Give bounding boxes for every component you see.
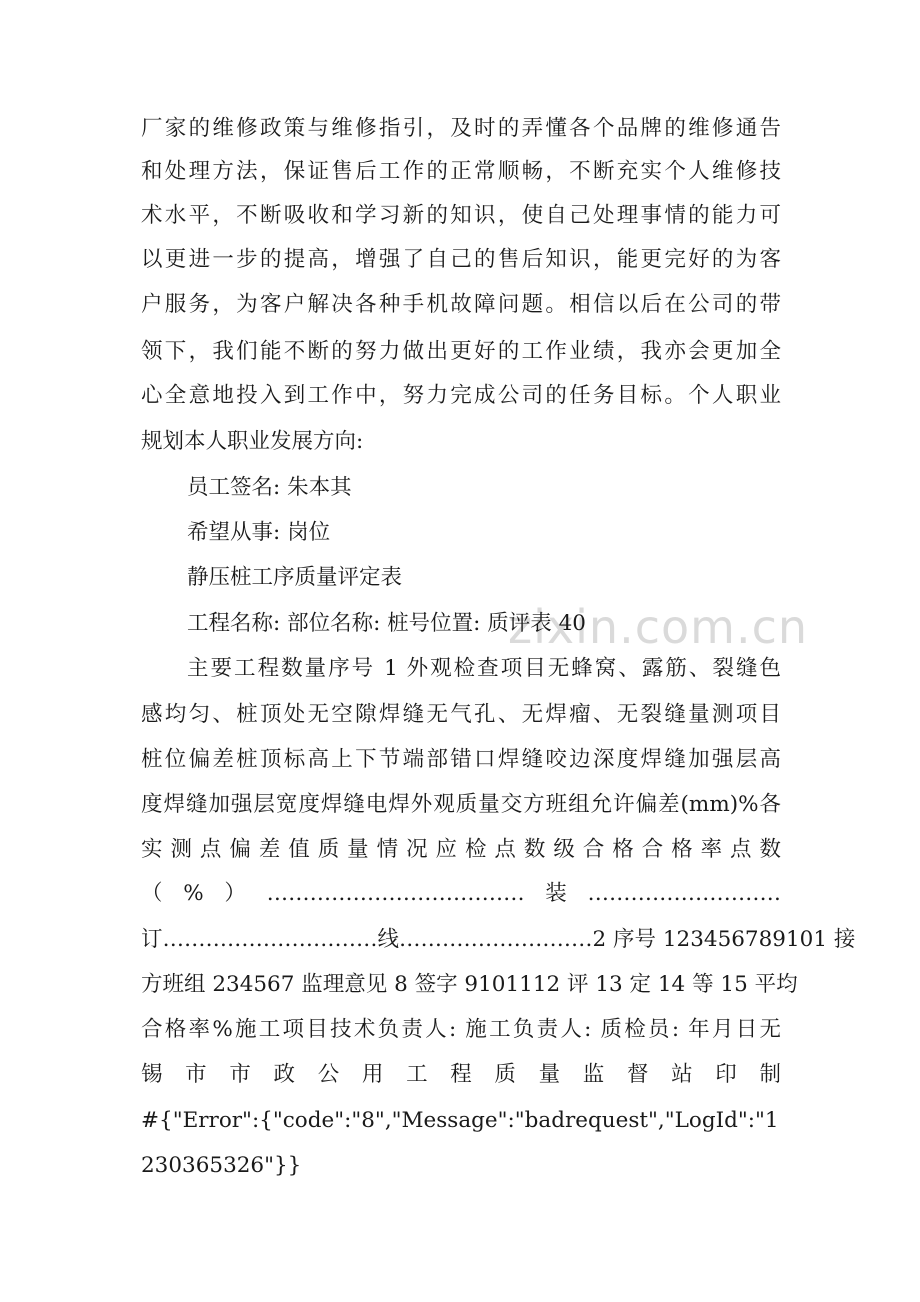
text-line: 方班组 234567 监理意见 8 签字 9101112 评 13 定 14 等 15 平均 [141,972,798,997]
text-line: 术水平，不断吸收和学习新的知识，使自己处理事情的能力可 [141,203,781,228]
text-line: 领下，我们能不断的努力做出更好的工作业绩，我亦会更加全 [141,339,781,364]
text-line: 订…………………………线………………………2 序号 123456789101 接 [141,927,856,952]
desired-position: 希望从事: 岗位 [187,520,331,545]
error-text-line: #{"Error":{"code":"8","Message":"badrequest","LogId":"1 [141,1108,779,1133]
text-line: 心全意地投入到工作中，努力完成公司的任务目标。个人职业 [141,383,781,408]
text-line: 桩位偏差桩顶标高上下节端部错口焊缝咬边深度焊缝加强层高 [141,747,781,772]
text-line: （%）………………………………装……………………… [141,881,781,906]
employee-signature: 员工签名: 朱本其 [187,475,352,500]
watermark: zixin.com.cn [508,600,809,654]
text-line: 规划本人职业发展方向: [141,429,364,454]
text-line: 户服务，为客户解决各种手机故障问题。相信以后在公司的带 [141,292,781,317]
text-line: 度焊缝加强层宽度焊缝电焊外观质量交方班组允许偏差(mm)%各 [141,792,781,817]
project-info: 工程名称: 部位名称: 桩号位置: 质评表 40 [187,611,586,636]
error-text-line: 230365326"}} [141,1153,302,1178]
text-line: 以更进一步的提高，增强了自己的售后知识，能更完好的为客 [141,247,781,272]
text-line: 合格率%施工项目技术负责人: 施工负责人: 质检员: 年月日无 [141,1017,781,1042]
text-line: 锡市市政公用工程质量监督站印制 [141,1062,781,1087]
text-line: 感均匀、桩顶处无空隙焊缝无气孔、无焊瘤、无裂缝量测项目 [141,702,781,727]
text-line: 和处理方法，保证售后工作的正常顺畅，不断充实个人维修技 [141,159,781,184]
text-line: 厂家的维修政策与维修指引，及时的弄懂各个品牌的维修通告 [141,116,781,141]
text-line: 实测点偏差值质量情况应检点数级合格合格率点数 [141,837,781,862]
text-line: 主要工程数量序号 1 外观检查项目无蜂窝、露筋、裂缝色 [187,656,781,681]
form-title: 静压桩工序质量评定表 [187,565,403,590]
